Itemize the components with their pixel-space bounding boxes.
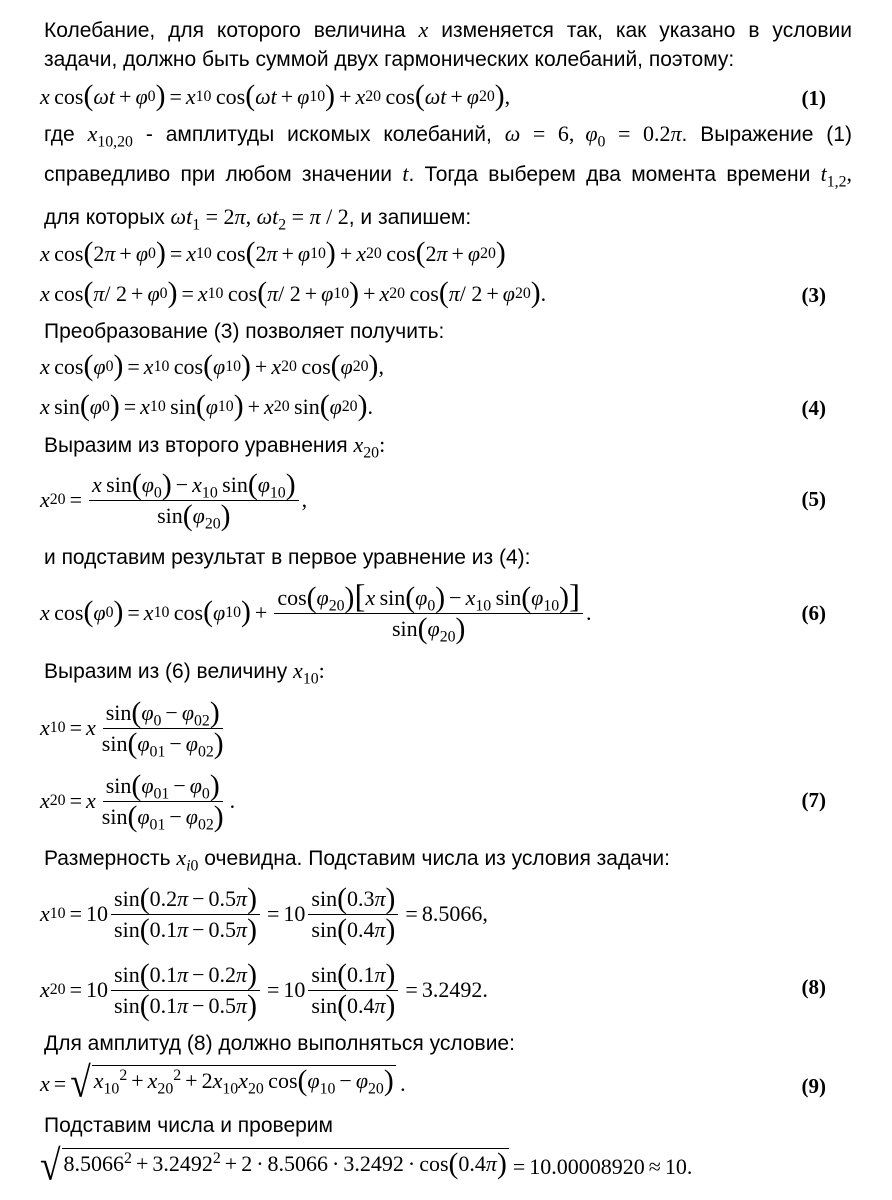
- fraction-7a: $\frac{\sin(\varphi_0 - \varphi_{02})}{\sin(\varphi_{01} - \varphi_{02})}$: [101, 696, 224, 761]
- equation-number-1: (1): [801, 86, 826, 110]
- sqrt-check: √ $8.5066^2 + 3.2492^2 + 2 \cdot 8.5066 \cdot 3.2492 \cdot \cos(0.4\pi)$: [40, 1143, 507, 1191]
- fraction-8b-2: $\frac{\sin(0.1\pi)}{\sin(0.4\pi)}$: [308, 962, 398, 1019]
- equation-8b: x 20 = 10 $\frac{\sin(0.1\pi - 0.2\pi)}{\sin(0.1\pi - 0.5\pi)}$ = 10 $\frac{\sin(0.1\pi)}{\sin(0.4\pi)}$ = 3.2492 .: [40, 958, 488, 1022]
- sqrt-9: √ $x_{10}^2 + x_{20}^2 + 2x_{10}x_{20}$ $\cos(\varphi_{10} - \varphi_{20})$: [70, 1060, 394, 1108]
- express-x10-text: Выразим из (6) величину $x_{10}$:: [44, 658, 325, 688]
- equation-number-3: (3): [801, 283, 826, 307]
- intro-line-2: задачи, должно быть суммой двух гармонических колебаний, поэтому:: [44, 48, 735, 71]
- equation-number-5: (5): [801, 487, 826, 511]
- equation-number-9: (9): [801, 1074, 826, 1098]
- equation-number-8: (8): [801, 975, 826, 999]
- transform-text: Преобразование (3) позволяет получить:: [44, 320, 445, 343]
- final-check: √ $8.5066^2 + 3.2492^2 + 2 \cdot 8.5066 \cdot 3.2492 \cdot \cos(0.4\pi)$ = 10.00008920 ≈ 10 .: [40, 1143, 693, 1191]
- equation-9: x = √ $x_{10}^2 + x_{20}^2 + 2x_{10}x_{20}$ $\cos(\varphi_{10} - \varphi_{20})$ .: [40, 1060, 406, 1108]
- express-x20-text: Выразим из второго уравнения $x_{20}$:: [44, 432, 386, 462]
- equation-number-4: (4): [801, 396, 826, 420]
- equation-5: x 20 = $\frac{x \sin(\varphi_0) - x_{10} \sin(\varphi_{10})}{\sin(\varphi_{20})}$ ,: [40, 468, 308, 533]
- where-line-3: для которых $\omega t_1 = 2\pi$, $\omega t_2 = \pi / 2$, и запишем:: [44, 204, 472, 234]
- fraction-8b-1: $\frac{\sin(0.1\pi - 0.2\pi)}{\sin(0.1\pi - 0.5\pi)}$: [111, 962, 260, 1019]
- fraction-8a-2: $\frac{\sin(0.3\pi)}{\sin(0.4\pi)}$: [308, 886, 398, 943]
- equation-3a: x cos ( 2 π + φ 0 ) = x 10 cos ( 2 π + φ 10 ) + x 20 cos ( 2 π + φ 20 ): [40, 237, 506, 270]
- condition-text: Для амплитуд (8) должно выполняться условие:: [44, 1032, 515, 1055]
- fraction-5: $\frac{x \sin(\varphi_0) - x_{10} \sin(\varphi_{10})}{\sin(\varphi_{20})}$: [89, 472, 299, 529]
- equation-6: x cos ( φ 0 ) = x 10 cos ( φ 10 ) + $\frac{\cos(\varphi_{20})[x \sin(\varphi_0) - x_{10} \sin(\varphi_{10})]}{\sin(\varphi_{20})}$ .: [40, 579, 592, 646]
- intro-line-1: Колебание, для которого величина x изменяется так, как указано в условии: [44, 17, 852, 42]
- dimension-text: Размерность $x_{i0}$ очевидна. Подставим числа из условия задачи:: [44, 845, 670, 875]
- where-line-1: где $x_{10,20}$ - амплитуды искомых колебаний, ω = 6, $\varphi_0 = 0.2\pi$. Выражение (1): [44, 121, 852, 151]
- check-result: 10.00008920: [529, 1154, 645, 1179]
- equation-4a: x cos ( φ 0 ) = x 10 cos ( φ 10 ) + x 20 cos ( φ 20 ) ,: [40, 350, 384, 383]
- fraction-6: $\frac{\cos(\varphi_{20})[x \sin(\varphi_0) - x_{10} \sin(\varphi_{10})]}{\sin(\varphi_{20})}$: [274, 584, 583, 642]
- x10-result: 8.5066: [421, 901, 483, 926]
- equation-7b: x 20 = x $\frac{\sin(\varphi_{01} - \varphi_0)}{\sin(\varphi_{01} - \varphi_{02})}$ .: [40, 769, 236, 834]
- equation-3b: x cos ( π / 2 + φ 0 ) = x 10 cos ( π / 2 + φ 10 ) + x 20 cos ( π / 2 + φ 20 ) .: [40, 277, 547, 310]
- x20-result: 3.2492: [421, 977, 483, 1002]
- check-text: Подставим числа и проверим: [44, 1114, 333, 1137]
- equation-4b: x sin ( φ 0 ) = x 10 sin ( φ 10 ) + x 20 sin ( φ 20 ) .: [40, 390, 373, 423]
- equation-1: x cos ( ωt + φ 0 ) = x 10 cos ( ωt + φ 10 ) + x 20 cos ( ωt + φ 20 ) ,: [40, 80, 511, 113]
- equation-number-7: (7): [801, 788, 826, 812]
- equation-7a: x 10 = x $\frac{\sin(\varphi_0 - \varphi_{02})}{\sin(\varphi_{01} - \varphi_{02})}$: [40, 690, 230, 766]
- equation-8a: x 10 = 10 $\frac{\sin(0.2\pi - 0.5\pi)}{\sin(0.1\pi - 0.5\pi)}$ = 10 $\frac{\sin(0.3\pi)}{\sin(0.4\pi)}$ = 8.5066 ,: [40, 882, 488, 946]
- substitute-text: и подставим результат в первое уравнение из (4):: [44, 546, 531, 569]
- where-line-2: справедливо при любом значении t. Тогда выберем два момента времени $t_{1,2}$,: [44, 161, 852, 191]
- fraction-8a-1: $\frac{\sin(0.2\pi - 0.5\pi)}{\sin(0.1\pi - 0.5\pi)}$: [111, 886, 260, 943]
- fraction-7b: $\frac{\sin(\varphi_{01} - \varphi_0)}{\sin(\varphi_{01} - \varphi_{02})}$: [101, 769, 224, 834]
- equation-number-6: (6): [801, 601, 826, 625]
